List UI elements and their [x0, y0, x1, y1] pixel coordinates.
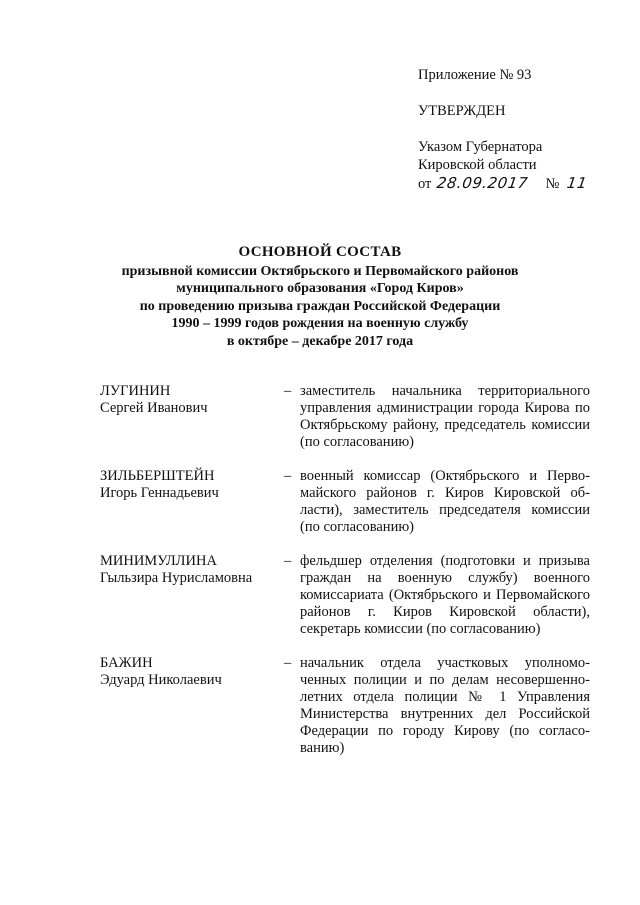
member-name — [100, 383, 278, 417]
member-entry — [100, 468, 590, 536]
member-entry — [100, 383, 590, 451]
member-dash: – — [284, 553, 292, 569]
member-role: военный комиссар (Октябрьского и Первомайского районов г. Киров Кировской области), заместитель председателя комиссии (по согласованию) — [300, 468, 590, 535]
member-entry — [100, 655, 590, 757]
member-given-names: Гыльзира Нурисламовна — [100, 570, 253, 586]
member-dash: – — [284, 468, 292, 484]
members-list — [100, 383, 590, 757]
date-prefix: от — [418, 176, 432, 192]
approved-label: УТВЕРЖДЕН — [418, 103, 506, 119]
number-label: № — [545, 176, 560, 192]
handwritten-number: 11 — [565, 174, 589, 192]
member-surname: МИНИМУЛЛИНА — [100, 553, 217, 569]
member-name — [100, 468, 278, 502]
member-entry — [100, 553, 590, 638]
document-title — [60, 244, 580, 350]
member-name — [100, 655, 278, 689]
member-dash: – — [284, 383, 292, 399]
appendix-number: Приложение № 93 — [418, 67, 532, 83]
title-line: муниципального образования «Город Киров» — [176, 281, 464, 296]
member-role: фельдшер отделения (подготовки и призыва граждан на военную службу) военного комиссариата (Октябрьского и Первомайского районов г. Киров Кировской области), секретарь комиссии (по согласованию) — [300, 553, 590, 637]
member-dash: – — [284, 655, 292, 671]
member-role: начальник отдела участковых уполномоченных полиции и по делам несовершеннолетних отдела полиции № 1 Управления Министерства внутренних дел Российской Федерации по городу Кирову (по согласованию) — [300, 655, 590, 756]
member-name — [100, 553, 278, 587]
handwritten-date: 28.09.2017 — [435, 174, 530, 192]
member-role: заместитель начальника территориального управления администрации города Кирова по Октябрьскому району, председатель комиссии (по согласованию) — [300, 383, 590, 450]
title-line: в октябре – декабре 2017 года — [226, 333, 414, 349]
title-line: 1990 – 1999 годов рождения на военную службу — [171, 316, 469, 331]
decree-date-line — [418, 174, 628, 193]
title-line: призывной комиссии Октябрьского и Первомайского районов — [121, 263, 519, 279]
approval-block — [418, 66, 628, 193]
decree-line-1: Указом Губернатора — [418, 139, 543, 155]
member-given-names: Игорь Геннадьевич — [100, 485, 219, 501]
member-surname: БАЖИН — [100, 655, 153, 671]
title-line: по проведению призыва граждан Российской Федерации — [139, 298, 501, 314]
member-surname: ЛУГИНИН — [100, 383, 171, 399]
member-given-names: Эдуард Николаевич — [100, 672, 222, 688]
member-surname: ЗИЛЬБЕРШТЕЙН — [100, 468, 215, 484]
decree-line-2: Кировской области — [418, 157, 537, 173]
member-given-names: Сергей Иванович — [100, 400, 208, 416]
title-main: ОСНОВНОЙ СОСТАВ — [238, 244, 402, 260]
